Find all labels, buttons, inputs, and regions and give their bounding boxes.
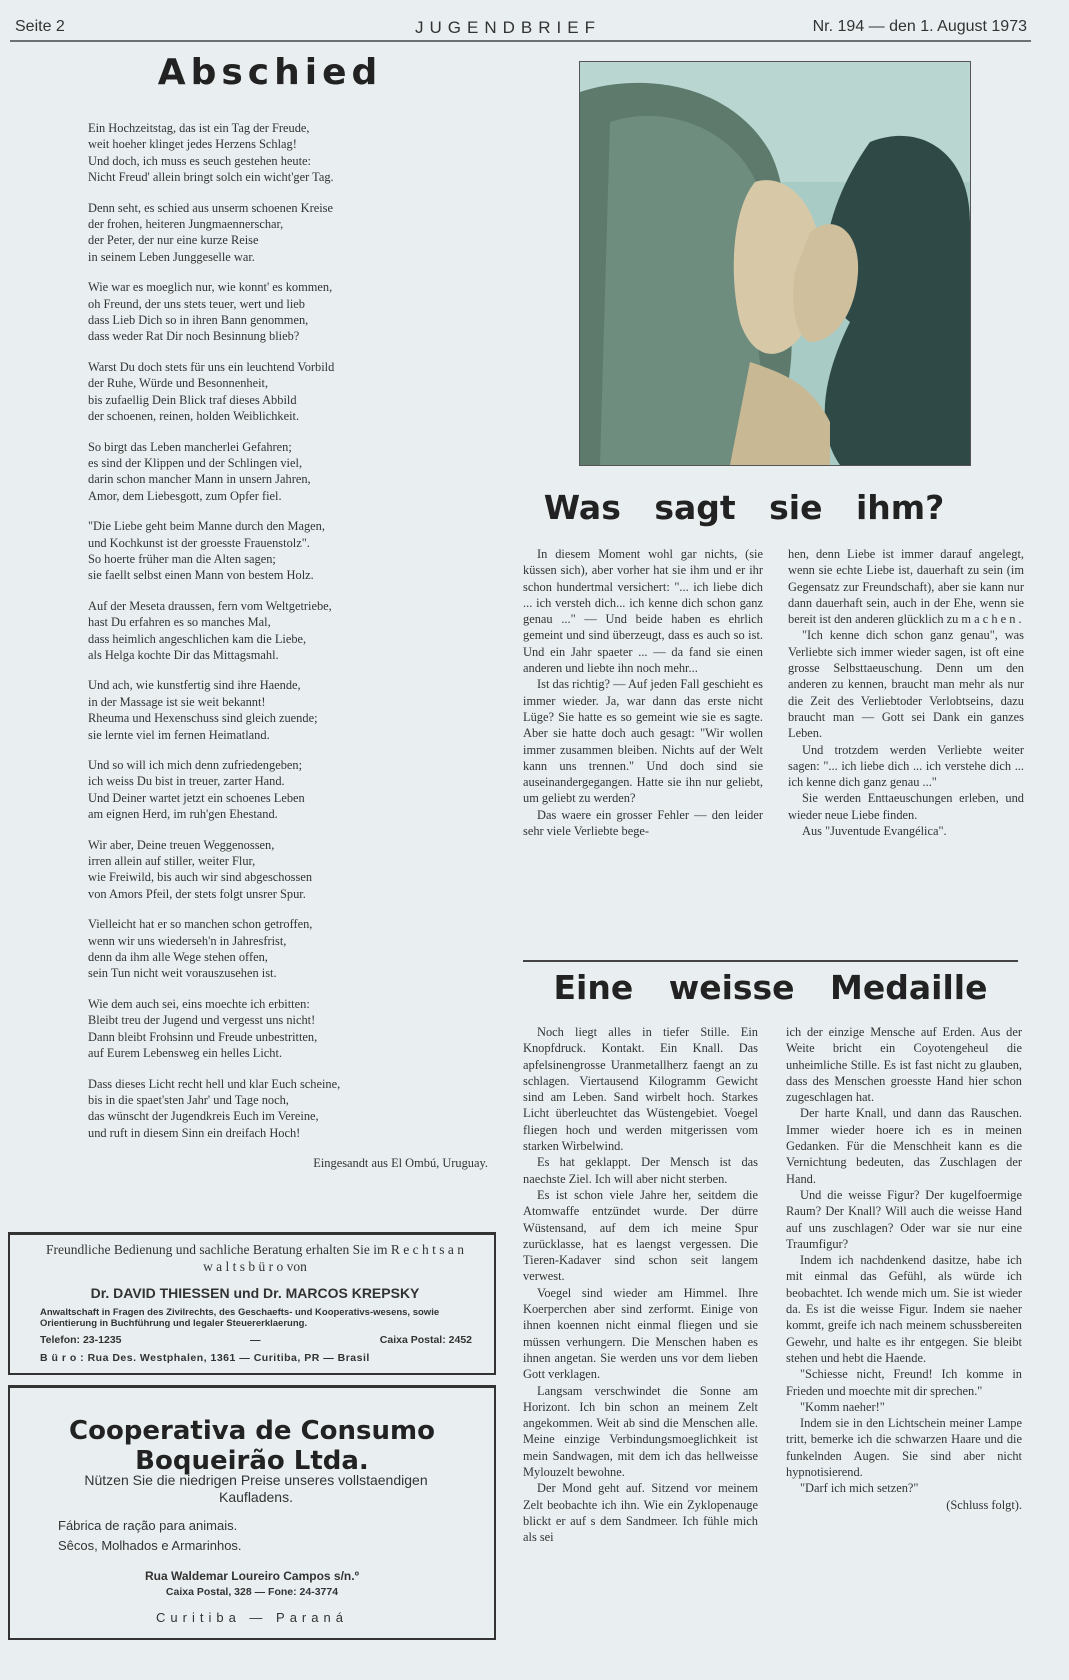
- article-title-was-sagt-sie-ihm: Was sagt sie ihm?: [543, 488, 945, 527]
- article-paragraph: Es ist schon viele Jahre her, seitdem die Atomwaffe entzündet wurde. Der dürre Wüstensand, auf dem ich meine Spur zurücklasse, hat es laengst vergessen. Die Tieren-Kadaver sind schon seit langem verwest.: [523, 1187, 758, 1284]
- article-continued-note: (Schluss folgt).: [946, 1497, 1022, 1512]
- coop-ad-contact: Caixa Postal, 328 — Fone: 24-3774: [165, 1586, 339, 1598]
- photo-kissing-couple: [579, 61, 971, 466]
- lawyer-ad-dash: —: [250, 1334, 261, 1346]
- article-column: [523, 1024, 758, 1546]
- article-column: [786, 1024, 1022, 1513]
- coop-ad-city: Curitiba — Paraná: [156, 1610, 348, 1625]
- coop-ad-address-block: [10, 1568, 494, 1600]
- coop-advertisement: [8, 1385, 496, 1640]
- poem-stanza: Wir aber, Deine treuen Weggenossen, irren allein auf stiller, weiter Flur, wie Freiwild, bis auch wir sind abgeschossen von Amors Pfeil, der stets folgt unsrer Spur.: [88, 837, 313, 901]
- poem-stanza: Und ach, wie kunstfertig sind ihre Haende, in der Massage ist sie weit bekannt! Rheuma und Hexenschuss sind gleich zuende; sie lernte viel im fernen Heimatland.: [88, 678, 318, 742]
- article-paragraph: Es hat geklappt. Der Mensch ist das naechste Ziel. Ich will aber nicht sterben.: [523, 1155, 758, 1186]
- poem-stanza: Wie dem auch sei, eins moechte ich erbitten: Bleibt treu der Jugend und vergesst uns nicht! Dann bleibt Frohsinn und Freude unbestritten, auf Eurem Lebensweg ein helles Licht.: [88, 996, 318, 1061]
- header-divider: [10, 40, 1031, 42]
- coop-ad-slogan: Nützen Sie die niedrigen Preise unseres vollstaendigen Kaufladens.: [84, 1472, 428, 1505]
- article-column: [788, 546, 1024, 839]
- article-paragraph: Voegel sind wieder am Himmel. Ihre Koerperchen aber sind zerformt. Einige von ihnen koennen nicht einmal fliegen und sie müssen verhungern. Die Menschen haben es ihnen angetan. Sie werden uns vor dem lieben Gott verklagen.: [523, 1285, 758, 1382]
- coop-ad-title: Cooperativa de Consumo Boqueirão Ltda.: [69, 1416, 435, 1476]
- lawyer-ad-contact: [40, 1334, 472, 1346]
- article-paragraph: Indem sie in den Lichtschein meiner Lampe tritt, bemerke ich die schwarzen Haare und die funkelnden Augen. Sie sind aber nicht hypnotisierend.: [786, 1416, 1022, 1480]
- photo-kissing-couple-icon: [580, 62, 970, 465]
- lawyer-ad-intro: Freundliche Bedienung und sachliche Beratung erhalten Sie im R e c h t s a n w a l t s b ü r o von: [45, 1242, 464, 1274]
- article-paragraph: Noch liegt alles in tiefer Stille. Ein Knopfdruck. Kontakt. Ein Knall. Das apfelsinengrosse Uranmetallherz faengt an zu schlagen. Viertausend Kilogramm Gewicht sind am Leben. Sand wirbelt hoch. Starkes Licht überleuchtet das Wüstengebiet. Voegel fliegen hoch und werden mitgerissen vom starken Wirbelwind.: [523, 1025, 758, 1154]
- lawyer-ad-names: Dr. DAVID THIESSEN und Dr. MARCOS KREPSKY: [90, 1285, 420, 1301]
- article-paragraph: Der harte Knall, und dann das Rauschen. Immer wieder hoere ich es in meinen Gedanken. Für die Menschheit kann es die Vernichtung bedeuten, das Zuschlagen der Hand.: [786, 1106, 1022, 1186]
- article-paragraph: hen, denn Liebe ist immer darauf angelegt, wenn sie echte Liebe ist, dauerhaft zu sein (im Gegensatz zur Freundschaft), aber sie kann nur dann dauerhaft sein, auch in der Ehe, wenn sie bereit ist den anderen glücklich zu m a c h e n .: [788, 547, 1024, 627]
- section-divider: [523, 960, 1018, 962]
- article-paragraph: In diesem Moment wohl gar nichts, (sie küssen sich), aber vorher hat sie ihm und er ihr schon hundertmal versichert: "... ich liebe dich ... ich versteh dich... ich kenne dich schon ganz genau ..." — Und beide haben es ehrlich gemeint und sind überzeugt, dass es auch so ist. Und ein Jahr spaeter ... — da fand sie einen anderen und liebte ihn noch mehr...: [523, 547, 763, 676]
- poem-stanza: Dass dieses Licht recht hell und klar Euch scheine, bis in die spaet'sten Jahr' und Tage noch, das wünscht der Jugendkreis Euch im Vereine, und ruft in diesem Sinn ein dreifach Hoch!: [88, 1076, 341, 1140]
- article-paragraph: Ist das richtig? — Auf jeden Fall geschieht es immer wieder. Ja, war dann das erste nicht Lüge? Sie hatte es so gemeint wie sie es sagte. Aber sie hatte doch auch gesagt: "Wir wollen immer zusammen bleiben. Nichts auf der Welt kann uns trennen." Und doch sind sie auseinandergegangen. Hatte sie ihn nur geliebt, um geliebt zu werden?: [523, 677, 763, 806]
- lawyer-ad-services: Anwaltschaft in Fragen des Zivilrechts, des Geschaefts- und Kooperativs-wesens, sowie Orientierung in Buchführung und legaler Steuererklaerung.: [40, 1307, 440, 1329]
- coop-ad-product: Sêcos, Molhados e Armarinhos.: [58, 1538, 242, 1553]
- poem-stanza: Vielleicht hat er so manchen schon getroffen, wenn wir uns wiederseh'n in Jahresfrist, denn da ihm alle Wege stehen offen, sein Tun nicht weit vorauszusehen ist.: [88, 917, 313, 981]
- article-paragraph: "Schiesse nicht, Freund! Ich komme in Frieden und moechte mit dir sprechen.": [786, 1367, 1022, 1398]
- poem-stanza: Denn seht, es schied aus unserm schoenen Kreise der frohen, heiteren Jungmaennerschar, der Peter, der nur eine kurze Reise in seinem Leben Junggeselle war.: [88, 200, 333, 264]
- article-paragraph: Und die weisse Figur? Der kugelfoermige Raum? Der Knall? Will auch die weisse Hand auf uns zuschlagen? Oder war sie nur eine Traumfigur?: [786, 1187, 1022, 1251]
- lawyer-ad-office: B ü r o : Rua Des. Westphalen, 1361 — Curitiba, PR — Brasil: [40, 1352, 370, 1364]
- poem-stanza: Wie war es moeglich nur, wie konnt' es kommen, oh Freund, der uns stets teuer, wert und lieb dass Lieb Dich so in ihren Bann genommen, dass weder Rat Dir noch Besinnung blieb?: [88, 280, 333, 344]
- poem-stanza: Und so will ich mich denn zufriedengeben; ich weiss Du bist in treuer, zarter Hand. Und Deiner wartet jetzt ein schoenes Leben am eignen Herd, im ruh'gen Ehestand.: [88, 758, 305, 822]
- poem-title: Abschied: [157, 52, 383, 93]
- poem-stanza: Auf der Meseta draussen, fern vom Weltgetriebe, hast Du erfahren es so manches Mal, dass heimlich angeschlichen kam die Liebe, als Helga kochte Dir das Mittagsmahl.: [88, 598, 332, 662]
- article-paragraph: Indem ich nachdenkend dasitze, habe ich mit einmal das Gefühl, als würde ich beobachtet. Ich wende mich um. Sie ist wieder da. Es ist die weisse Figur. Indem sie naeher kommt, greife ich nach meinem schussbereiten Gewehr, und halte es ihr entgegen. Sie bleibt stehen und hebt die Haende.: [786, 1253, 1022, 1365]
- poem-stanza: "Die Liebe geht beim Manne durch den Magen, und Kochkunst ist der groesste Frauenstolz". So hoerte früher man die Alten sagen; sie faellt selbst einen Mann von bestem Holz.: [88, 519, 325, 583]
- poem-stanza: So birgt das Leben mancherlei Gefahren; es sind der Klippen und der Schlingen viel, darin schon mancher Mann in unsern Jahren, Amor, dem Liebesgott, zum Opfer fiel.: [88, 439, 311, 503]
- article-paragraph: "Komm naeher!": [800, 1399, 885, 1414]
- article-paragraph: Und trotzdem werden Verliebte weiter sagen: "... ich liebe dich ... ich verstehe dich ... ich kenne dich ganz genau ...": [788, 742, 1024, 790]
- coop-ad-products: [58, 1516, 242, 1556]
- lawyer-ad-pobox: Caixa Postal: 2452: [379, 1334, 472, 1346]
- article-paragraph: Der Mond geht auf. Sitzend vor meinem Zelt beobachte ich ihn. Wie ein Zyklopenauge blickt er auf s dem Sandmeer. Ich fühle mich als sei: [523, 1481, 758, 1545]
- poem-stanza: Warst Du doch stets für uns ein leuchtend Vorbild der Ruhe, Würde und Besonnenheit, bis zufaellig Dein Blick traf dieses Abbild der schoenen, reinen, holden Weiblichkeit.: [88, 359, 335, 424]
- article-paragraph: Sie werden Enttaeuschungen erleben, und wieder neue Liebe finden.: [788, 791, 1024, 822]
- newspaper-title: JUGENDBRIEF: [415, 18, 601, 37]
- coop-ad-product: Fábrica de ração para animais.: [58, 1518, 238, 1533]
- article-paragraph: "Darf ich mich setzen?": [800, 1481, 919, 1496]
- article-source: Aus "Juventude Evangélica".: [802, 824, 947, 839]
- lawyer-ad-phone: Telefon: 23-1235: [40, 1334, 122, 1346]
- coop-ad-address: Rua Waldemar Loureiro Campos s/n.º: [145, 1569, 359, 1583]
- article-paragraph: ich der einzige Mensche auf Erden. Aus der Weite bricht ein Coyotengeheul die unheimliche Stille. Es ist fast nicht zu glauben, dass des Menschen groesste Hand hier schon zugeschlagen hat.: [786, 1025, 1022, 1105]
- poem-body: [88, 120, 488, 1186]
- article-paragraph: "Ich kenne dich schon ganz genau", was Verliebte sich immer wieder sagen, ist oft eine grosse Selbsttaeuschung. Denn um den anderen zu kennen, braucht man mehr als nur die Zeit des Verliebtoder Verlobtseins, dazu braucht man — Gott sei Dank ein ganzes Leben.: [788, 628, 1024, 741]
- poem-signature: Eingesandt aus El Ombú, Uruguay.: [313, 1156, 488, 1171]
- article-paragraph: Langsam verschwindet die Sonne am Horizont. Ich bin schon an meinem Zelt angekommen. Weit ab sind die Menschen alle. Meine einzige Verbindungsmoeglichkeit ist mein Sandwagen, mit dem ich das hellweisse Mylouzelt bewohne.: [523, 1383, 758, 1480]
- article-column: [523, 546, 763, 839]
- issue-date: Nr. 194 — den 1. August 1973: [812, 18, 1027, 35]
- lawyer-advertisement: [8, 1232, 496, 1375]
- page-number: Seite 2: [15, 18, 65, 35]
- poem-stanza: Ein Hochzeitstag, das ist ein Tag der Freude, weit hoeher klinget jedes Herzens Schlag! Und doch, ich muss es seuch gestehen heute: Nicht Freud' allein bringt solch ein wicht'ger Tag.: [88, 121, 334, 185]
- article-title-eine-weisse-medaille: Eine weisse Medaille: [553, 968, 988, 1007]
- article-paragraph: Das waere ein grosser Fehler — den leider sehr viele Verliebte bege-: [523, 807, 763, 839]
